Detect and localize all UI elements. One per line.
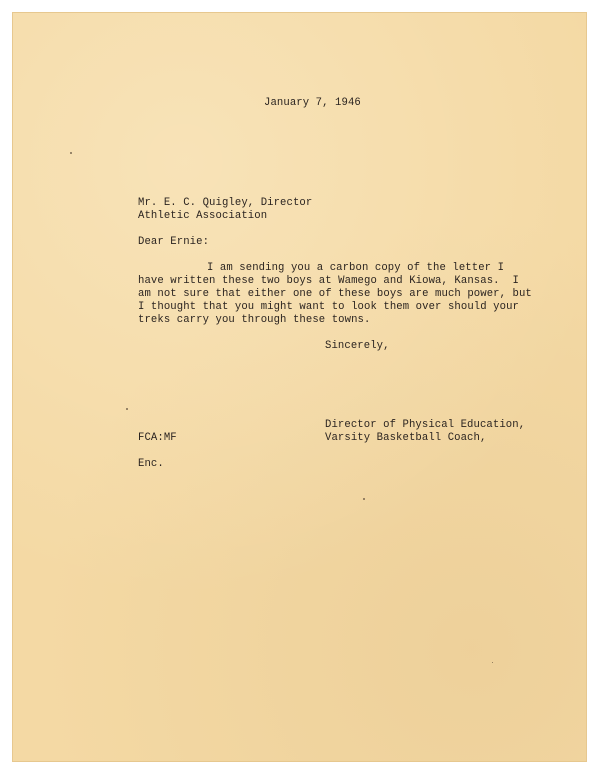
paper-speck [126, 408, 128, 410]
paper-speck [363, 498, 365, 500]
body-line: I am sending you a carbon copy of the letter I [207, 262, 505, 274]
signature-title-2: Varsity Basketball Coach, [325, 432, 487, 444]
reference-initials: FCA:MF [138, 432, 177, 444]
body-line: am not sure that either one of these boys are much power, but [138, 288, 532, 300]
signature-title-1: Director of Physical Education, [325, 419, 526, 431]
paper-speck [70, 152, 72, 154]
paper-speck [492, 662, 493, 663]
enclosure-note: Enc. [138, 458, 164, 470]
recipient-name: Mr. E. C. Quigley, Director [138, 197, 313, 209]
letter-page [12, 12, 587, 762]
body-line: treks carry you through these towns. [138, 314, 371, 326]
letter-date: January 7, 1946 [264, 97, 361, 109]
body-line: have written these two boys at Wamego and Kiowa, Kansas. I [138, 275, 519, 287]
body-line: I thought that you might want to look them over should your [138, 301, 519, 313]
salutation: Dear Ernie: [138, 236, 210, 248]
closing: Sincerely, [325, 340, 390, 352]
recipient-organization: Athletic Association [138, 210, 268, 222]
